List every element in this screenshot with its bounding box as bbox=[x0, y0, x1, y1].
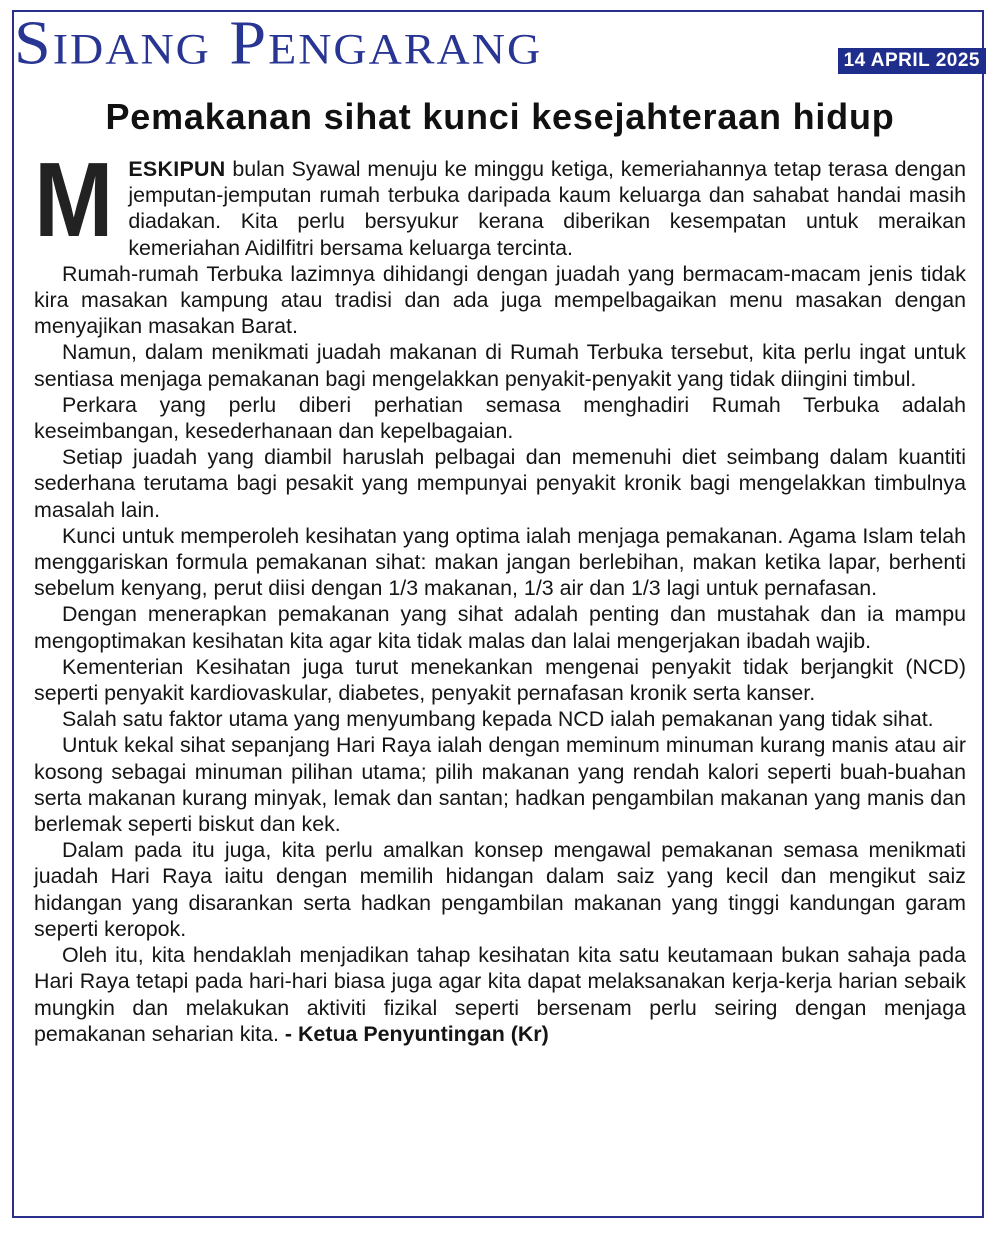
author-signoff: - Ketua Penyuntingan (Kr) bbox=[284, 1021, 549, 1046]
lead-word: ESKIPUN bbox=[128, 157, 226, 181]
drop-cap: M bbox=[34, 141, 114, 259]
article-body bbox=[34, 141, 966, 1047]
article-paragraph bbox=[34, 942, 966, 1047]
publication-date: 14 APRIL 2025 bbox=[838, 48, 986, 74]
masthead-title: Sidang Pengarang bbox=[14, 8, 543, 78]
article-paragraph: Kementerian Kesihatan juga turut menekankan mengenai penyakit tidak berjangkit (NCD) seperti penyakit kardiovaskular, diabetes, penyakit pernafasan kronik serta kanser. bbox=[34, 654, 966, 706]
article-paragraph bbox=[34, 141, 966, 261]
paragraph-text: bulan Syawal menuju ke minggu ketiga, kemeriahannya tetap terasa dengan jemputan-jemputan rumah terbuka daripada kaum keluarga dan sahabat handai masih diadakan. Kita perlu bersyukur kerana diberikan kesempatan untuk meraikan kemeriahan Aidilfitri bersama keluarga tercinta. bbox=[128, 157, 966, 260]
article-paragraph: Namun, dalam menikmati juadah makanan di Rumah Terbuka tersebut, kita perlu ingat untuk sentiasa menjaga pemakanan bagi mengelakkan penyakit-penyakit yang tidak diingini timbul. bbox=[34, 340, 966, 391]
article-paragraph: Salah satu faktor utama yang menyumbang kepada NCD ialah pemakanan yang tidak sihat. bbox=[62, 707, 934, 732]
article-paragraph: Setiap juadah yang diambil haruslah pelbagai dan memenuhi diet seimbang dalam kuantiti sederhana terutama bagi pesakit yang mempunyai penyakit kronik bagi mengelakkan timbulnya masalah lain. bbox=[34, 445, 966, 522]
article-paragraph: Kunci untuk memperoleh kesihatan yang optima ialah menjaga pemakanan. Agama Islam telah menggariskan formula pemakanan sihat: makan jangan berlebihan, makan ketika lapar, berhenti sebelum kenyang, perut diisi dengan 1/3 makanan, 1/3 air dan 1/3 lagi untuk pernafasan. bbox=[34, 523, 966, 601]
paragraph-text: Oleh itu, kita hendaklah menjadikan tahap kesihatan kita satu keutamaan bukan sahaja pada Hari Raya tetapi pada hari-hari biasa juga agar kita dapat melaksanakan kerja-kerja harian sebaik mungkin dan melakukan aktiviti fizikal seperti bersenam perlu seiring dengan menjaga pemakanan seharian kita. bbox=[34, 943, 966, 1046]
article-paragraph: Dalam pada itu juga, kita perlu amalkan konsep mengawal pemakanan semasa menikmati juadah Hari Raya iaitu dengan memilih hidangan dalam saiz yang kecil dan mengikut saiz hidangan yang disarankan serta hadkan pengambilan makanan yang tinggi kandungan garam seperti keropok. bbox=[34, 838, 966, 941]
article-paragraph: Perkara yang perlu diberi perhatian semasa menghadiri Rumah Terbuka adalah keseimbangan, kesederhanaan dan kepelbagaian. bbox=[34, 392, 966, 444]
article-headline: Pemakanan sihat kunci kesejahteraan hidup bbox=[105, 96, 895, 137]
article-paragraph: Untuk kekal sihat sepanjang Hari Raya ialah dengan meminum minuman kurang manis atau air kosong sebagai minuman pilihan utama; pilih makanan yang rendah kalori seperti buah-buahan serta makanan kurang minyak, lemak dan santan; hadkan pengambilan makanan yang manis dan berlemak seperti biskut dan kek. bbox=[34, 733, 966, 837]
article-paragraph: Dengan menerapkan pemakanan yang sihat adalah penting dan mustahak dan ia mampu mengoptimakan kesihatan kita agar kita tidak malas dan lalai mengerjakan ibadah wajib. bbox=[34, 602, 966, 653]
article-paragraph: Rumah-rumah Terbuka lazimnya dihidangi dengan juadah yang bermacam-macam jenis tidak kira masakan kampung atau tradisi dan ada juga mempelbagaikan menu masakan dengan menyajikan masakan Barat. bbox=[34, 261, 966, 339]
